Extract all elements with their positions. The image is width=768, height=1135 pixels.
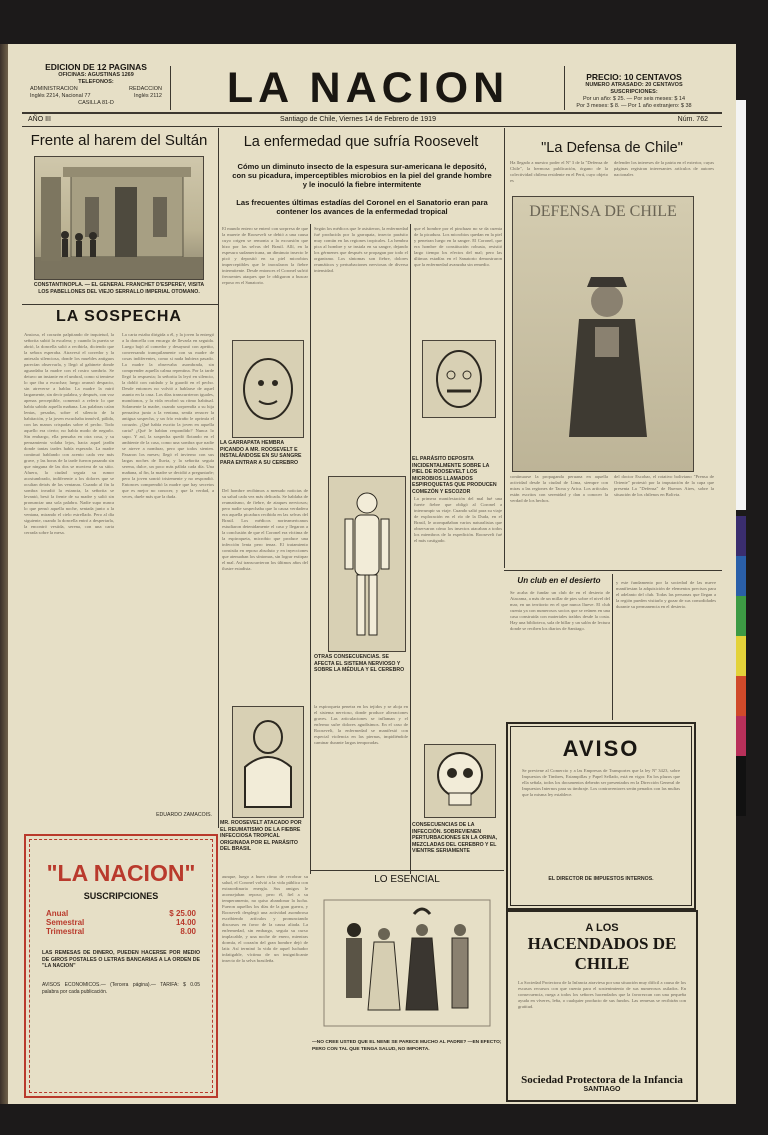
sospecha-text-col-a: Ansiosa, el corazón palpitando de inquietud, la señorita subió la escalera; y cuando la puerta se abrió, la doncella salió a recibirla, diciendo que la señora esperaba. Atravesó el corredor y la antesala silenciosa, donde los muebles antiguos parecían observarla, y llegó al gabinete donde aguardaba la madre con el rostro sombrío. Se detuvo un instante en el umbral, como si temiese lo que iba a escuchar; luego avanzó despacio, sin atreverse a hablar. La madre la miró largamente, sin decir palabra, y después, con voz apenas perceptible, comenzó a referir lo que había sabido aquella mañana. Las palabras caían lentas, pesadas, sobre el silencio de la habitación, y la joven escuchaba inmóvil, pálida, con las manos crispadas sobre el pecho. Todo aquello era cierto; no había modo de negarlo. Sin embargo, ella pensaba en otra cosa, y su pensamiento volaba lejos, hacia aquel jardín donde tantas tardes había esperado. La madre continuó hablando con acento cada vez más grave, y las horas de la tarde fueron pasando sin que ninguna de las dos se moviera de su sitio. Afuera, la ciudad seguía su rumor acostumbrado, indiferente a los dolores que se ocultan detrás de las ventanas. Cuando al fin la sombra invadió la estancia, la señorita se levantó, besó la frente de su madre y salió sin pronunciar una sola palabra. Nadie supo nunca lo que pensó aquella noche, sentada junto a la ventana, mirando el cielo estrellado. Pero al día siguiente, cuando la doncella entró a despertarla, la encontró vestida, serena, con una carta cerrada sobre la mesa. xyxy=(24,332,114,535)
palace-illustration xyxy=(35,157,203,279)
lo-esencial-title: LO ESENCIAL xyxy=(374,874,440,885)
calibration-swatch xyxy=(736,756,746,816)
calibration-swatch xyxy=(736,556,746,596)
roosevelt-text-7: aunque, luego a buen ritmo de recobrar su salud, el Coronel volvió a la vida pública con extraordinaria energía. Sus amigos le aconsejaban reposo; pero él, fiel a su temperamento, no quiso abandonar la lucha. Fueron aquellos los días de la gran guerra, y Roosevelt desplegó una actividad asombrosa escribiendo artículos y pronunciando discursos en favor de la causa aliada. La enfermedad, sin embargo, seguía su curso implacable, y una noche de enero, mientras dormía, el corazón del gran hombre dejó de latir. Así terminó la vida de aquel luchador infatigable, víctima de un insignificante insecto de la selva brasileña. xyxy=(222,874,308,963)
newspaper-page xyxy=(8,44,736,1104)
roosevelt-text-1: El mundo entero se enteró con sorpresa de que la muerte de Roosevelt se debió a una causa cuyo origen se remonta a la excursión que hizo por las selvas del Brasil. Allí, en la espesura sudamericana, un diminuto insecto le picó y depositó en su piel microbios imperceptibles que le inocularon la fiebre intermitente. Desde entonces el Coronel sufrió frecuentes ataques que le obligaron a buscar reposo en el Sanatorio. xyxy=(222,226,308,285)
desert-club-text: Se acaba de fundar un club de en el desierto de Atacama, a más de un millar de pies sobre el nivel del mar, en un territorio en el que nunca llueve. El club cuenta ya con numerosos socios que se reúnen en una casa construida con materiales traídos desde la costa. Hay una biblioteca, sala de billar y un salón de lectura donde se reciben los diarios de Santiago. xyxy=(510,590,610,631)
edition-label: EDICION DE 12 PAGINAS xyxy=(45,62,147,72)
subscriptions-ad xyxy=(24,834,218,1098)
phones-label: TELEFONOS: xyxy=(78,79,114,85)
defensa-cover-banner: DEFENSA DE CHILE xyxy=(529,203,677,220)
illustration-portrait-microbes xyxy=(422,340,496,418)
caption-parasite: EL PARÁSITO DEPOSITA INCIDENTALMENTE SOBRE LA PIEL DE ROOSEVELT LOS MICROBIOS LLAMADOS ESPIROQUETAS QUE PRODUCEN COMEZÓN Y ESCOZOR xyxy=(412,456,497,495)
hacendados-city: SANTIAGO xyxy=(583,1086,621,1093)
illustration-tick-bite xyxy=(232,340,304,438)
sospecha-text-col-b: La carta estaba dirigida a él, y la joven la entregó a la doncella con encargo de llevarla en seguida. Luego bajó al comedor y desayunó con apetito, conversando tranquilamente con su madre de cosas indiferentes, como si nada hubiera pasado. La madre la observaba asombrada, sin comprender aquella calma repentina. Por la tarde llegó la respuesta; la señorita la leyó en silencio, la dobló con cuidado y la guardó en el pecho. Desde entonces no volvió a hablarse de aquel asunto en la casa. Los días transcurrieron iguales, monótonos, y la vida recobró su ritmo habitual. Solamente la madre, cuando sorprendía a su hija pensativa junto a la ventana, sentía renacer la antigua sospecha, y un frío extraño le oprimía el corazón. ¿Qué había escrito la joven en aquella carta? ¿Qué le habían respondido? Nunca lo supo. Y así, la sospecha quedó flotando en el ambiente de la casa, como una sombra que nadie se atreve a nombrar, pero que todos sienten. Pasaron los meses; llegó el invierno con sus largas noches de lluvia, y la señorita seguía serena, dulce, un poco más pálida cada día. Una mañana, al fin, la madre se decidió a preguntarle; pero la joven sonrió tristemente y no respondió. Entonces comprendió la madre que hay secretos que es mejor no conocer, y que la verdad, a veces, duele más que la duda. xyxy=(122,332,214,499)
defensa-text-b: del doctor Escobar, el rotativo boliviano "Prensa de Oriente" protestó por la imputación de la capa que presenta La "Defensa" de Buenos Aires, sobre la situación de los chilenos en Bolivia. xyxy=(614,474,714,497)
calibration-swatch xyxy=(736,516,746,556)
subs-rate-row: Trimestral 8.00 xyxy=(46,927,196,936)
lo-esencial-caption: —NO CREE USTED QUE EL NENE SE PARECE MUCHO AL PADRE? —EN EFECTO; PERO CON TAL QUE TENGA SALUD, NO IMPORTA. xyxy=(312,1040,502,1052)
issue-number: Núm. 762 xyxy=(677,116,708,123)
headline-roosevelt: La enfermedad que sufría Roosevelt xyxy=(243,134,479,150)
caption-tick: LA GARRAPATA HEMBRA PICANDO A MR. ROOSEVELT E INSTALÁNDOSE EN SU SANGRE PARA ENTRAR A SU CEREBRO xyxy=(220,440,302,466)
roosevelt-text-4: Del hombre recibimos a menudo noticias de su salud cada vez más delicada. Se hablaba de reumatismo, de fiebre, de ataques nerviosos; pero nadie sospechaba que la causa verdadera era aquella picadura recibida en las selvas del Brasil. Los médicos norteamericanos estudiaron detenidamente el caso y llegaron a la conclusión de que el Coronel era víctima de la espiroqueta, microbio que produce una infección lenta pero tenaz. El tratamiento consistía en reposo absoluto y en inyecciones que atenuaban los síntomas, sin lograr extirpar el mal. Así transcurrieron los últimos años del ilustre estadista. xyxy=(222,488,308,571)
hacendados-line-1: A LOS xyxy=(585,922,619,934)
illustration-body-figure xyxy=(328,476,406,652)
roosevelt-text-5: La primera manifestación del mal fué una fuerte fiebre que obligó al Coronel a interrumpir su viaje. Cuando salió para su viaje de exploración en el río de la Duda, en el Brasil, le acompañaban varios naturalistas que observaron cómo los insectos atacaban a todos los miembros de la expedición. Roosevelt fué el más castigado. xyxy=(414,496,502,543)
roosevelt-text-6: la espiroqueta penetra en los tejidos y se aloja en el sistema nervioso, donde produce alteraciones graves. Las articulaciones se inflaman y el enfermo sufre dolores agudísimos. En el caso de Roosevelt, la enfermedad se manifestó con especial violencia en las piernas, impidiéndole caminar durante largas temporadas. xyxy=(314,704,408,745)
subs-rate-row: Anual $ 25.00 xyxy=(46,909,196,918)
desert-club-text-b: y este fundamento por la sociedad de las nueve manifiestan la adquisición de elementos precisos para el adelanto del club. Todas las personas que llegan a la región pueden visitarlo y gozar de sus comodidades durante su permanencia en el desierto. xyxy=(616,580,716,609)
subs-ad-avisos: AVISOS ECONOMICOS.— (Tercera página).— TARIFA: $ 0.05 palabra por cada publicación. xyxy=(42,981,200,995)
year-label: AÑO III xyxy=(28,116,51,123)
hacendados-ad xyxy=(506,910,698,1102)
aviso-signature: EL DIRECTOR DE IMPUESTOS INTERNOS. xyxy=(548,876,654,882)
desert-club-title: Un club en el desierto xyxy=(517,576,601,585)
aviso-title: AVISO xyxy=(562,736,640,761)
subs-rate-row: Semestral 14.00 xyxy=(46,918,196,927)
roosevelt-text-3: que el hombre por el pinchazo no se da cuenta de la picadura. Los microbios quedan en la piel y penetran luego en la sangre. El Coronel, que era hombre de constitución robusta, resistió largo tiempo los efectos del mal; pero las últimas estadías en el Sanatorio demostraron que la enfermedad avanzaba sin remedio. xyxy=(414,226,502,267)
calibration-swatch xyxy=(736,636,746,676)
back-issue-label: NUMERO ATRASADO: 20 CENTAVOS xyxy=(585,82,683,88)
defensa-text-a: continuarse la propaganda peruana en aquella actividad desde la ciudad de Lima, siempre con miras a las regiones de Tacna y Arica. Los artículos están escritos con serenidad y dan a conocer la verdad de los hechos. xyxy=(510,474,608,503)
calibration-swatch xyxy=(736,716,746,756)
defensa-intro-b: defender los intereses de la patria en el exterior, cuyas páginas registran interesantes artículos de autores nacionales xyxy=(614,160,714,177)
subs-ad-rates xyxy=(46,909,196,936)
hacendados-society: Sociedad Protectora de la Infancia xyxy=(521,1074,683,1086)
subs-ad-note: LAS REMESAS DE DINERO, PUEDEN HACERSE POR MEDIO DE GIROS POSTALES O LETRAS BANCARIAS A LA ORDEN DE "LA NACION" xyxy=(42,950,200,969)
subscriptions-label: SUSCRIPCIONES: xyxy=(610,89,658,95)
hacendados-text: La Sociedad Protectora de la Infancia atraviesa por una situación muy difícil a causa de los escasos recursos con que cuenta para el sostenimiento de sus numerosos asilados. En consecuencia, ruega a todos los señores hacendados que la favorezcan con una pequeña ayuda en víveres, leña, o cualquier producto de sus fundos. Las remesas se recibirán con gratitud. xyxy=(518,980,686,1009)
hacendados-line-2: HACENDADOS DE CHILE xyxy=(527,934,677,973)
roosevelt-text-2: Según los médicos que le asistieron, la enfermedad fué producida por la garrapata, insecto parásito muy común en las regiones tropicales. La hembra pica al hombre y se instala en su sangre, dejando los gérmenes que después se propagan por todo el organismo. Los síntomas son fiebre, dolores reumáticos y perturbaciones nerviosas de diversa intensidad. xyxy=(314,226,408,273)
caption-rheumatism: MR. ROOSEVELT ATACADO POR EL REUMATISMO DE LA FIEBRE INFECCIOSA TROPICAL ORIGINADA POR EL PARÁSITO DEL BRASIL xyxy=(220,820,302,852)
date-label: Santiago de Chile, Viernes 14 de Febrero de 1919 xyxy=(280,116,436,123)
price-label: PRECIO: 10 CENTAVOS xyxy=(586,72,682,82)
calibration-white xyxy=(736,100,746,510)
aviso-text: Se previene al Comercio y a las Empresas de Transportes que la ley Nº 3423, sobre Impuestos de Timbres, Estampillas y Papel Sellado, está en vigor. En los plazos que ella señala, todos los documentos deberán ser presentados en la Dirección General de Impuestos Internos para su timbraje. Los contraventores serán penados con las multas que la misma ley establece. xyxy=(522,768,680,797)
offices-label: OFICINAS: AGUSTINAS 1269 xyxy=(58,72,134,78)
redaccion-label: REDACCION xyxy=(128,86,162,92)
roosevelt-deck-2: Las frecuentes últimas estadías del Coronel en el Sanatorio eran para contener los avances de la enfermedad tropical xyxy=(236,198,488,216)
casilla-label: CASILLA 81-D xyxy=(78,100,114,106)
story-title-sospecha: LA SOSPECHA xyxy=(56,308,182,325)
admin-numbers: Inglés 2214, Nacional 77 xyxy=(30,93,91,99)
subs-ad-title: "LA NACION" xyxy=(46,860,196,886)
harem-caption: CONSTANTINOPLA. — EL GENERAL FRANCHET D'ESPEREY, VISITA LOS PABELLONES DEL VIEJO SERRALLO IMPERIAL OTOMANO. xyxy=(33,282,205,295)
caption-consequences: CONSECUENCIAS DE LA INFECCIÓN. SOBREVIENEN PERTURBACIONES EN LA ORINA, MEZCLADAS DEL CEREBRO Y EL VIENTRE SERIAMENTE xyxy=(412,822,498,854)
edition-box xyxy=(30,62,162,107)
masthead-title: LA NACION xyxy=(226,64,510,112)
headline-harem: Frente al harem del Sultán xyxy=(30,132,208,149)
calibration-swatch xyxy=(736,676,746,716)
lo-esencial-cartoon xyxy=(314,890,500,1036)
headline-defensa: "La Defensa de Chile" xyxy=(541,140,683,156)
subs-ad-subtitle: SUSCRIPCIONES xyxy=(83,891,159,901)
price-box xyxy=(568,72,700,110)
subs-line-1: Por un año: $ 25. — Por seis meses: $ 14 xyxy=(582,96,686,102)
roosevelt-deck-1: Cómo un diminuto insecto de la espesura sur-americana le depositó, con su picadura, imperceptibles microbios en la piel del grande hombre y le inoculó la fiebre intermitente xyxy=(232,162,492,189)
byline-zamacois: EDUARDO ZAMACOIS. xyxy=(156,812,212,818)
calibration-swatch xyxy=(736,596,746,636)
illustration-bedridden xyxy=(232,706,304,818)
redaccion-numbers: Inglés 2112 xyxy=(133,93,162,99)
caption-nervous: OTRAS CONSECUENCIAS. SE AFECTA EL SISTEMA NERVIOSO Y SOBRE LA MÉDULA Y EL CEREBRO xyxy=(314,654,405,673)
admin-label: ADMINISTRACION xyxy=(30,86,78,92)
defensa-cover-portrait xyxy=(512,196,694,472)
harem-photo xyxy=(34,156,204,280)
aviso-box xyxy=(506,722,696,910)
illustration-skull xyxy=(424,744,496,818)
subs-line-2: Por 3 meses: $ 8. — Por 1 año extranjero: $ 38 xyxy=(576,103,692,109)
defensa-intro-a: Ha llegado a nuestro poder el Nº 3 de la "Defensa de Chile", la hermosa publicación, órgano de la colectividad chilena residente en el Perú, cuyo objeto es xyxy=(510,160,608,183)
